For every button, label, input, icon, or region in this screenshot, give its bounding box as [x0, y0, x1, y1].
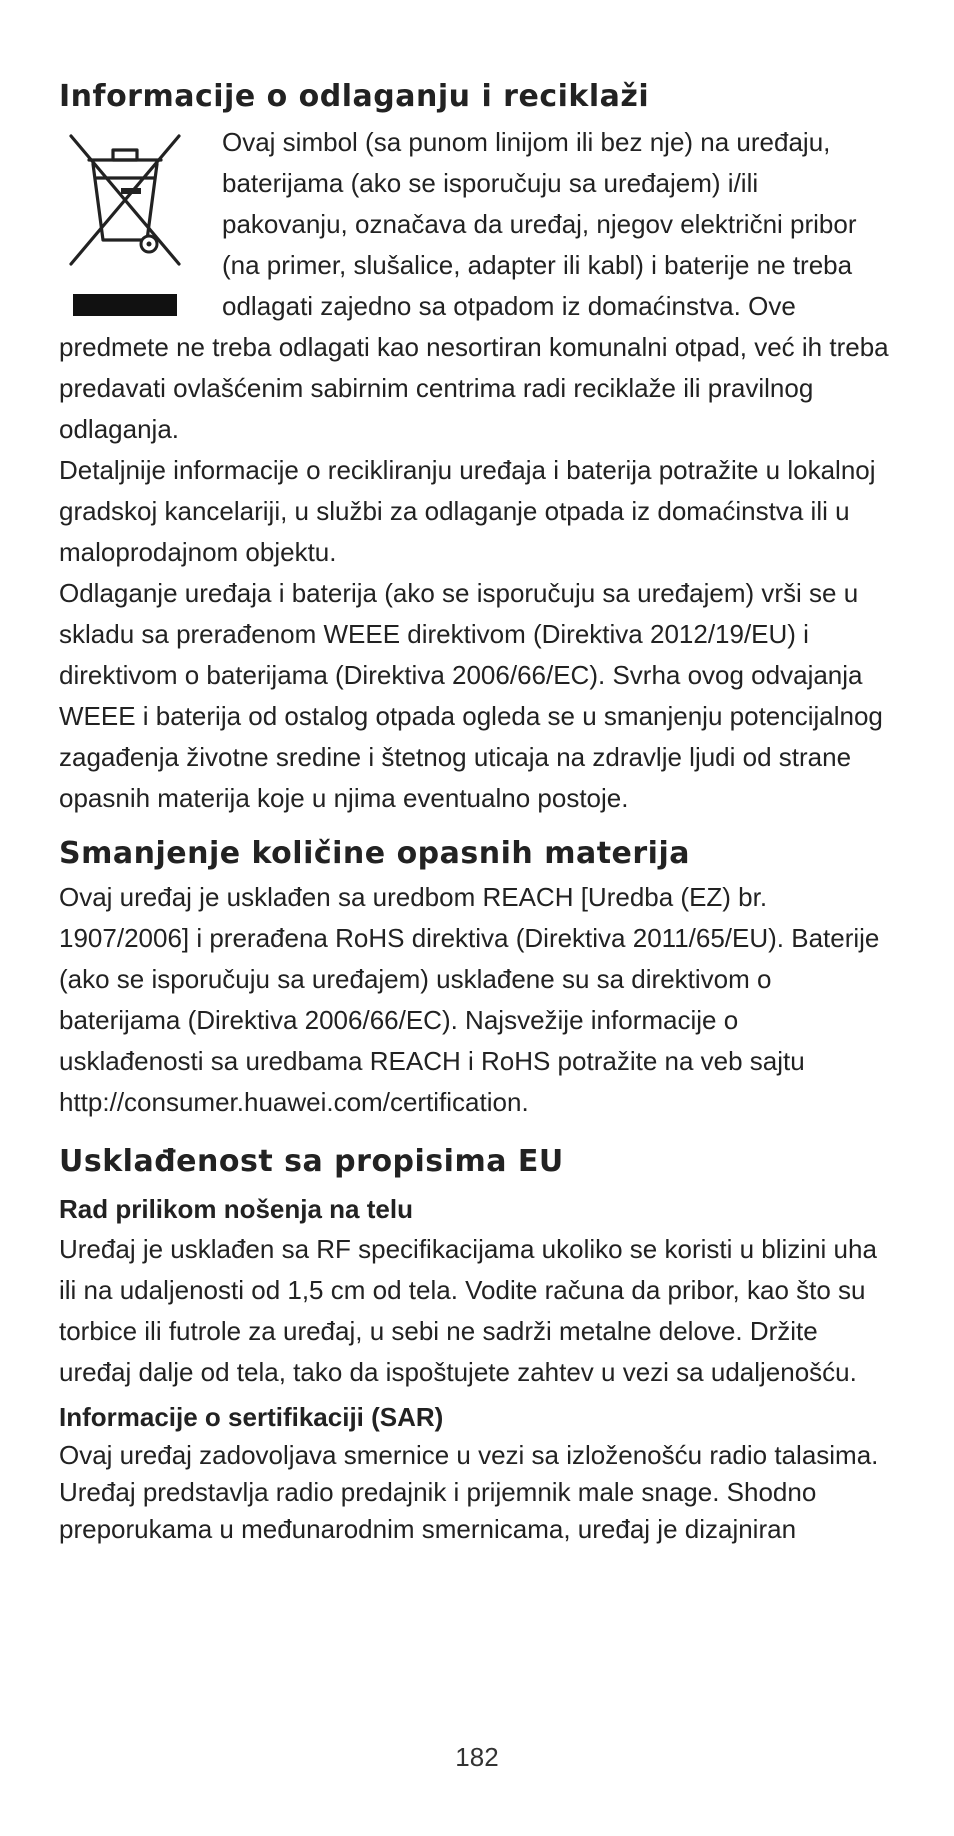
paragraph-weee-directive: Odlaganje uređaja i baterija (ako se isporučuju sa uređajem) vrši se u skladu sa prerađenom WEEE direktivom (Direktiva 2012/19/EU) i direktivom o baterijama (Direktiva 2006/66/EC). Svrha ovog odvajanja WEEE i baterija od ostalog otpada ogleda se u smanjenju potencijalnog zagađenja životne sredine i štetnog uticaja na zdravlje ljudi od strane opasnih materija koje u njima eventualno postoje.: [59, 578, 883, 813]
paragraph-disposal-symbol: Ovaj simbol (sa punom linijom ili bez nje) na uređaju, baterijama (ako se isporučuju sa uređajem) i/ili pakovanju, označava da uređaj, njegov električni pribor (na primer, slušalice, adapter ili kabl) i baterije ne treba odlagati zajedno sa otpadom iz domaćinstva. Ove predmete ne treba odlagati kao nesortiran komunalni otpad, već ih treba predavati ovlašćenim sabirnim centrima radi reciklaže ili pravilnog odlaganja.: [59, 127, 889, 444]
paragraph-body-worn: Uređaj je usklađen sa RF specifikacijama ukoliko se koristi u blizini uha ili na udaljenosti od 1,5 cm od tela. Vodite računa da pribor, kao što su torbice ili futrole za uređaj, u sebi ne sadrži metalne delove. Držite uređaj dalje od tela, tako da ispoštujete zahtev u vezi sa udaljenošću.: [59, 1234, 877, 1387]
section-title-hazardous: Smanjenje količine opasnih materija: [59, 836, 690, 871]
paragraph-reach-rohs: Ovaj uređaj je usklađen sa uredbom REACH [Uredba (EZ) br. 1907/2006] i prerađena RoHS direktiva (Direktiva 2011/65/EU). Baterije (ako se isporučuju sa uređajem) usklađene su sa direktivom o baterijama (Direktiva 2006/66/EC). Najsvežije informacije o usklađenosti sa uredbama REACH i RoHS potražite na veb sajtu http://consumer.huawei.com/certification.: [59, 882, 880, 1117]
subheading-sar: Informacije o sertifikaciji (SAR): [59, 1402, 444, 1432]
section-title-disposal: Informacije o odlaganju i reciklaži: [59, 79, 650, 114]
crossed-out-wheelie-bin-icon: [63, 128, 188, 318]
section-title-eu-compliance: Usklađenost sa propisima EU: [59, 1144, 564, 1179]
paragraph-sar-2: Uređaj predstavlja radio predajnik i prijemnik male snage. Shodno preporukama u međunarodnim smernicama, uređaj je dizajniran: [59, 1477, 817, 1544]
page-number: 182: [455, 1742, 499, 1772]
paragraph-sar-1: Ovaj uređaj zadovoljava smernice u vezi sa izloženošću radio talasima.: [59, 1440, 879, 1470]
document-page: [59, 74, 889, 1548]
weee-paragraph-block: [59, 122, 889, 450]
paragraph-disposal-info: Detaljnije informacije o recikliranju uređaja i baterija potražite u lokalnoj gradskoj kancelariji, u službi za odlaganje otpada iz domaćinstva ili u maloprodajnom objektu.: [59, 455, 876, 567]
subheading-body-worn: Rad prilikom nošenja na telu: [59, 1194, 413, 1224]
